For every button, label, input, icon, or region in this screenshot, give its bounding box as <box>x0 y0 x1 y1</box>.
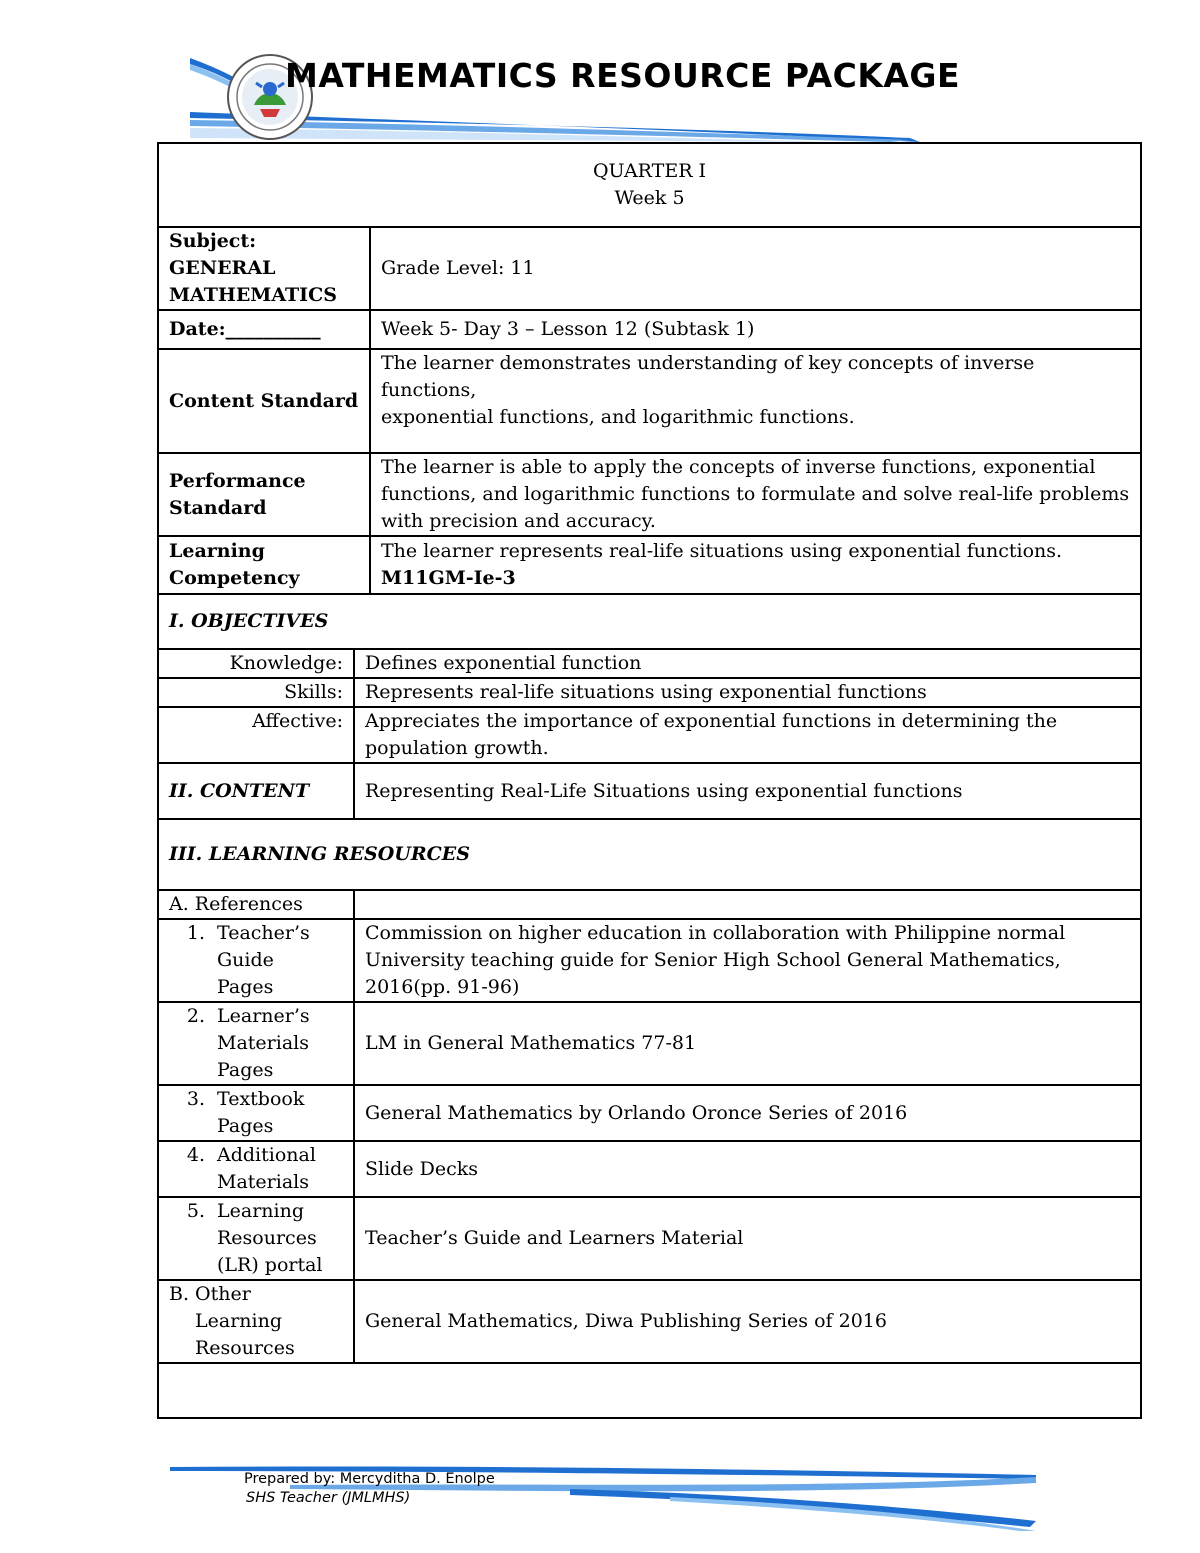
quarter-row <box>158 143 1141 227</box>
subject-value-2: MATHEMATICS <box>169 284 337 306</box>
objectives-heading: I. OBJECTIVES <box>158 594 1141 649</box>
performance-standard-row <box>158 453 1141 536</box>
affective-line-2: population growth. <box>365 737 549 759</box>
other-resources-label-b: Learning <box>195 1310 282 1332</box>
affective-line-1: Appreciates the importance of exponential functions in determining the <box>365 710 1058 732</box>
page-footer <box>170 1455 1050 1535</box>
teacher-role: SHS Teacher (JMLMHS) <box>246 1490 411 1506</box>
resource-num-5: 5. <box>186 1200 205 1222</box>
subject-row <box>158 227 1141 310</box>
other-resources-value: General Mathematics, Diwa Publishing Series of 2016 <box>354 1280 1141 1363</box>
resource-label-4a: Additional <box>217 1144 316 1166</box>
skills-row <box>158 678 1141 707</box>
resource-row-2 <box>158 1002 1141 1085</box>
content-heading: II. CONTENT <box>158 763 354 819</box>
content-standard-line-1: The learner demonstrates understanding of key concepts of inverse functions, <box>381 352 1035 401</box>
references-row <box>158 890 1141 919</box>
resource-value-4: Slide Decks <box>354 1141 1141 1197</box>
competency-text: The learner represents real-life situations using exponential functions. <box>381 540 1063 562</box>
date-label: Date:__________ <box>158 310 370 349</box>
resource-row-3 <box>158 1085 1141 1141</box>
resources-heading-row <box>158 819 1141 890</box>
resource-value-1a: Commission on higher education in collaboration with Philippine normal <box>365 922 1066 944</box>
date-row <box>158 310 1141 349</box>
competency-code: M11GM-Ie-3 <box>381 567 516 589</box>
resource-num-2: 2. <box>186 1005 205 1027</box>
performance-label-1: Performance <box>169 469 306 492</box>
resource-label-4b: Materials <box>217 1171 309 1193</box>
resource-num-3: 3. <box>186 1088 205 1110</box>
content-standard-row <box>158 349 1141 453</box>
resource-value-2: LM in General Mathematics 77-81 <box>354 1002 1141 1085</box>
resource-value-1b: University teaching guide for Senior High School General Mathematics, <box>365 949 1061 971</box>
lesson-plan-table <box>157 142 1142 1419</box>
resource-label-2b: Materials <box>217 1032 309 1054</box>
quarter-label: QUARTER I <box>592 160 707 182</box>
objectives-heading-row <box>158 594 1141 649</box>
resource-label-1a: Teacher’s <box>217 922 310 944</box>
competency-label-1: Learning <box>169 540 265 562</box>
resource-num-1: 1. <box>186 922 205 944</box>
resource-label-1c: Pages <box>217 976 274 998</box>
content-standard-label: Content Standard <box>158 349 370 453</box>
resource-label-5c: (LR) portal <box>217 1254 323 1276</box>
resource-row-1 <box>158 919 1141 1002</box>
resource-label-3a: Textbook <box>217 1088 305 1110</box>
resource-label-2a: Learner’s <box>217 1005 310 1027</box>
resources-heading: III. LEARNING RESOURCES <box>158 819 1141 890</box>
content-standard-line-2: exponential functions, and logarithmic functions. <box>381 406 855 428</box>
skills-label: Skills: <box>158 678 354 707</box>
resource-label-3b: Pages <box>217 1115 274 1137</box>
resource-value-5: Teacher’s Guide and Learners Material <box>354 1197 1141 1280</box>
resource-value-3: General Mathematics by Orlando Oronce Series of 2016 <box>354 1085 1141 1141</box>
page-title: MATHEMATICS RESOURCE PACKAGE <box>285 56 961 95</box>
performance-line-3: with precision and accuracy. <box>381 510 656 532</box>
other-resources-label-a: Other <box>195 1283 251 1305</box>
resource-num-4: 4. <box>186 1144 205 1166</box>
subject-label: Subject: <box>169 230 257 252</box>
prepared-by: Prepared by: Mercyditha D. Enolpe <box>244 1471 495 1487</box>
affective-label: Affective: <box>158 707 354 763</box>
other-resources-label-c: Resources <box>195 1337 295 1359</box>
resource-label-5a: Learning <box>217 1200 304 1222</box>
resource-row-5 <box>158 1197 1141 1280</box>
knowledge-label: Knowledge: <box>158 649 354 678</box>
resource-row-4 <box>158 1141 1141 1197</box>
knowledge-row <box>158 649 1141 678</box>
page-header <box>190 50 1030 142</box>
knowledge-value: Defines exponential function <box>354 649 1141 678</box>
content-value: Representing Real-Life Situations using exponential functions <box>354 763 1141 819</box>
skills-value: Represents real-life situations using exponential functions <box>354 678 1141 707</box>
other-resources-row <box>158 1280 1141 1363</box>
content-row <box>158 763 1141 819</box>
week-label: Week 5 <box>614 187 685 209</box>
date-value: Week 5- Day 3 – Lesson 12 (Subtask 1) <box>370 310 1141 349</box>
other-resources-num: B. <box>169 1283 190 1305</box>
references-label: A. References <box>158 890 354 919</box>
resource-label-1b: Guide <box>217 949 274 971</box>
subject-value-1: GENERAL <box>169 257 276 279</box>
blank-row <box>158 1363 1141 1418</box>
performance-line-1: The learner is able to apply the concepts of inverse functions, exponential <box>381 456 1096 478</box>
affective-row <box>158 707 1141 763</box>
resource-label-5b: Resources <box>217 1227 317 1249</box>
learning-competency-row <box>158 536 1141 594</box>
grade-level: Grade Level: 11 <box>370 227 1141 310</box>
resource-label-2c: Pages <box>217 1059 274 1081</box>
performance-line-2: functions, and logarithmic functions to formulate and solve real-life problems <box>381 483 1130 505</box>
performance-label-2: Standard <box>169 496 267 519</box>
competency-label-2: Competency <box>169 567 300 589</box>
resource-value-1c: 2016(pp. 91-96) <box>365 976 520 998</box>
